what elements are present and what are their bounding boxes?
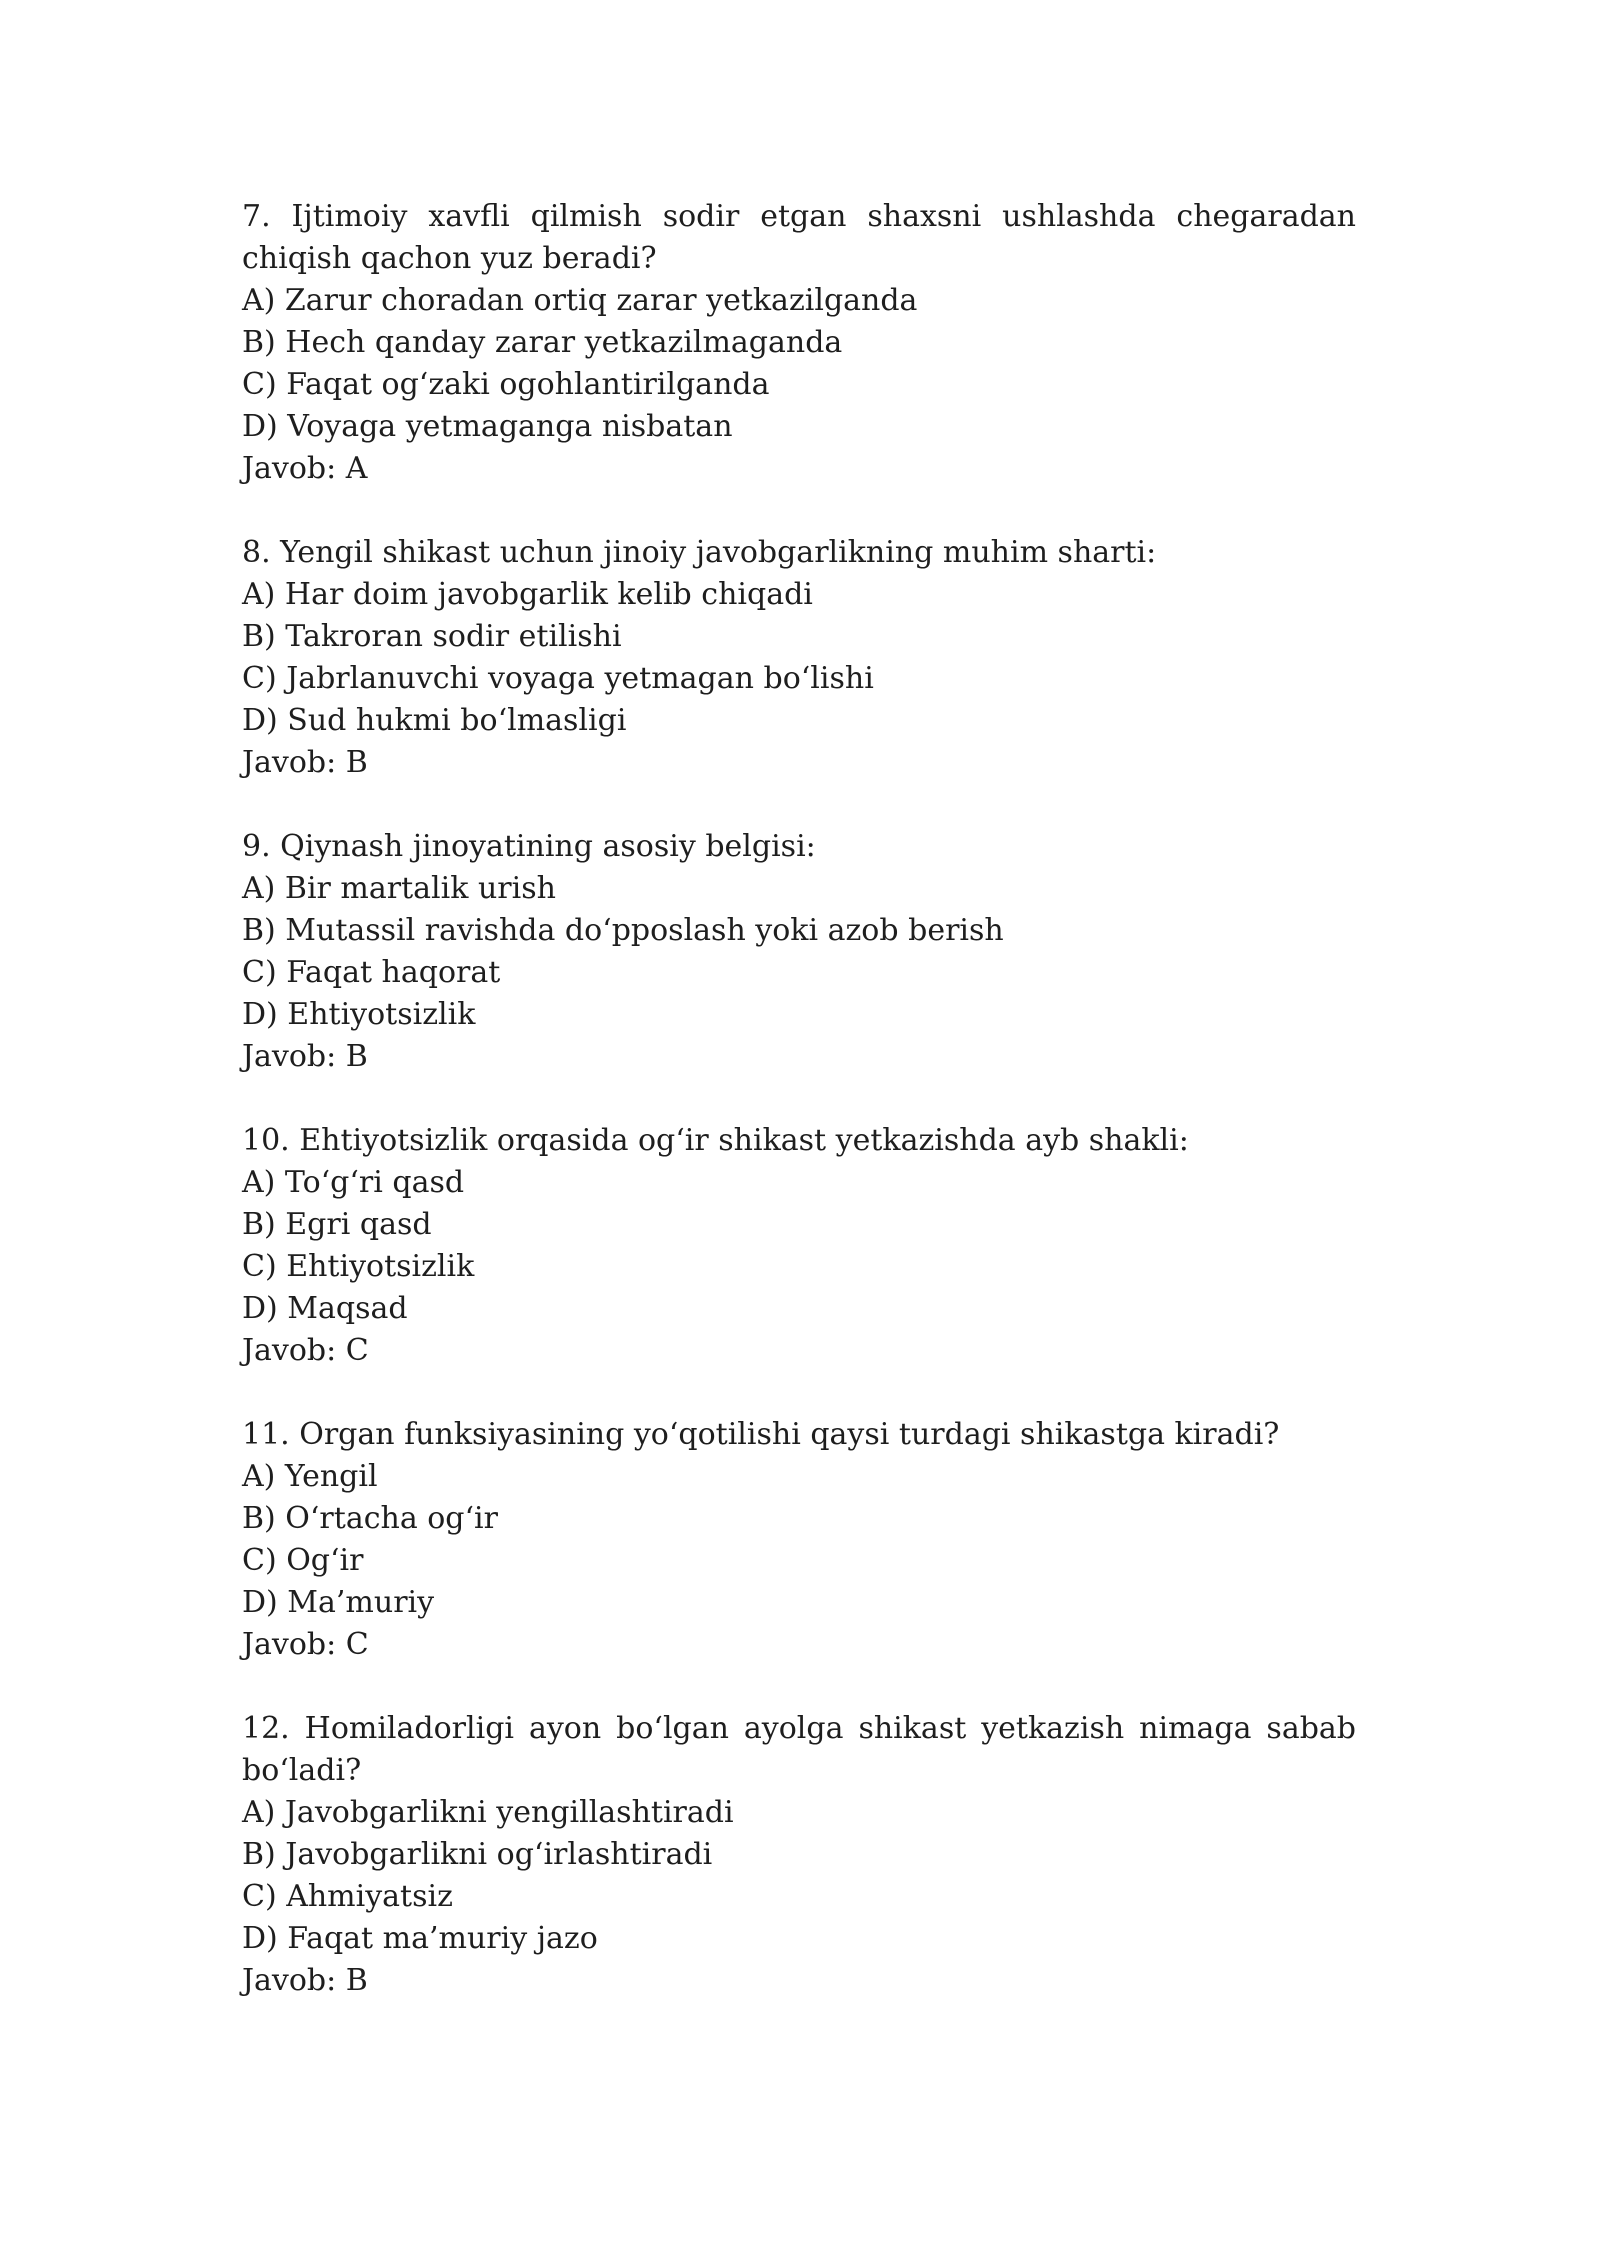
question-text: 9. Qiynash jinoyatining asosiy belgisi: xyxy=(242,829,816,864)
option-a: A) Javobgarlikni yengillashtiradi xyxy=(242,1795,734,1830)
question-text: 8. Yengil shikast uchun jinoiy javobgarlikning muhim sharti: xyxy=(242,535,1157,570)
question-block xyxy=(242,1120,1356,1372)
question-text: 12. Homiladorligi ayon bo‘lgan ayolga shikast yetkazish nimaga sabab bo‘ladi? xyxy=(242,1711,1356,1788)
question-block xyxy=(242,196,1356,490)
option-a: A) Zarur choradan ortiq zarar yetkazilganda xyxy=(242,283,918,318)
option-c: C) Ehtiyotsizlik xyxy=(242,1249,475,1284)
option-d: D) Ehtiyotsizlik xyxy=(242,997,476,1032)
option-b: B) O‘rtacha og‘ir xyxy=(242,1501,498,1536)
option-d: D) Maqsad xyxy=(242,1291,408,1326)
option-b: B) Javobgarlikni og‘irlashtiradi xyxy=(242,1837,713,1872)
option-b: B) Hech qanday zarar yetkazilmaganda xyxy=(242,325,843,360)
option-a: A) Yengil xyxy=(242,1459,378,1494)
question-block xyxy=(242,826,1356,1078)
questions-list xyxy=(242,196,1356,2044)
question-text: 7. Ijtimoiy xavfli qilmish sodir etgan shaxsni ushlashda chegaradan chiqish qachon yuz beradi? xyxy=(242,199,1356,276)
question-text: 10. Ehtiyotsizlik orqasida og‘ir shikast yetkazishda ayb shakli: xyxy=(242,1123,1189,1158)
option-d: D) Sud hukmi bo‘lmasligi xyxy=(242,703,627,738)
option-b: B) Egri qasd xyxy=(242,1207,432,1242)
option-a: A) To‘g‘ri qasd xyxy=(242,1165,465,1200)
option-a: A) Har doim javobgarlik kelib chiqadi xyxy=(242,577,813,612)
option-c: C) Faqat haqorat xyxy=(242,955,501,990)
answer-line: Javob: C xyxy=(242,1333,369,1368)
option-c: C) Og‘ir xyxy=(242,1543,364,1578)
question-text: 11. Organ funksiyasining yo‘qotilishi qaysi turdagi shikastga kiradi? xyxy=(242,1417,1280,1452)
answer-line: Javob: C xyxy=(242,1627,369,1662)
option-d: D) Ma’muriy xyxy=(242,1585,435,1620)
option-c: C) Jabrlanuvchi voyaga yetmagan bo‘lishi xyxy=(242,661,874,696)
answer-line: Javob: B xyxy=(242,1039,368,1074)
question-block xyxy=(242,1708,1356,2002)
option-b: B) Takroran sodir etilishi xyxy=(242,619,622,654)
option-a: A) Bir martalik urish xyxy=(242,871,556,906)
option-d: D) Voyaga yetmaganga nisbatan xyxy=(242,409,733,444)
option-d: D) Faqat ma’muriy jazo xyxy=(242,1921,598,1956)
answer-line: Javob: B xyxy=(242,1963,368,1998)
option-b: B) Mutassil ravishda do‘pposlash yoki azob berish xyxy=(242,913,1004,948)
question-block xyxy=(242,1414,1356,1666)
answer-line: Javob: B xyxy=(242,745,368,780)
question-block xyxy=(242,532,1356,784)
option-c: C) Faqat og‘zaki ogohlantirilganda xyxy=(242,367,770,402)
answer-line: Javob: A xyxy=(242,451,368,486)
option-c: C) Ahmiyatsiz xyxy=(242,1879,453,1914)
